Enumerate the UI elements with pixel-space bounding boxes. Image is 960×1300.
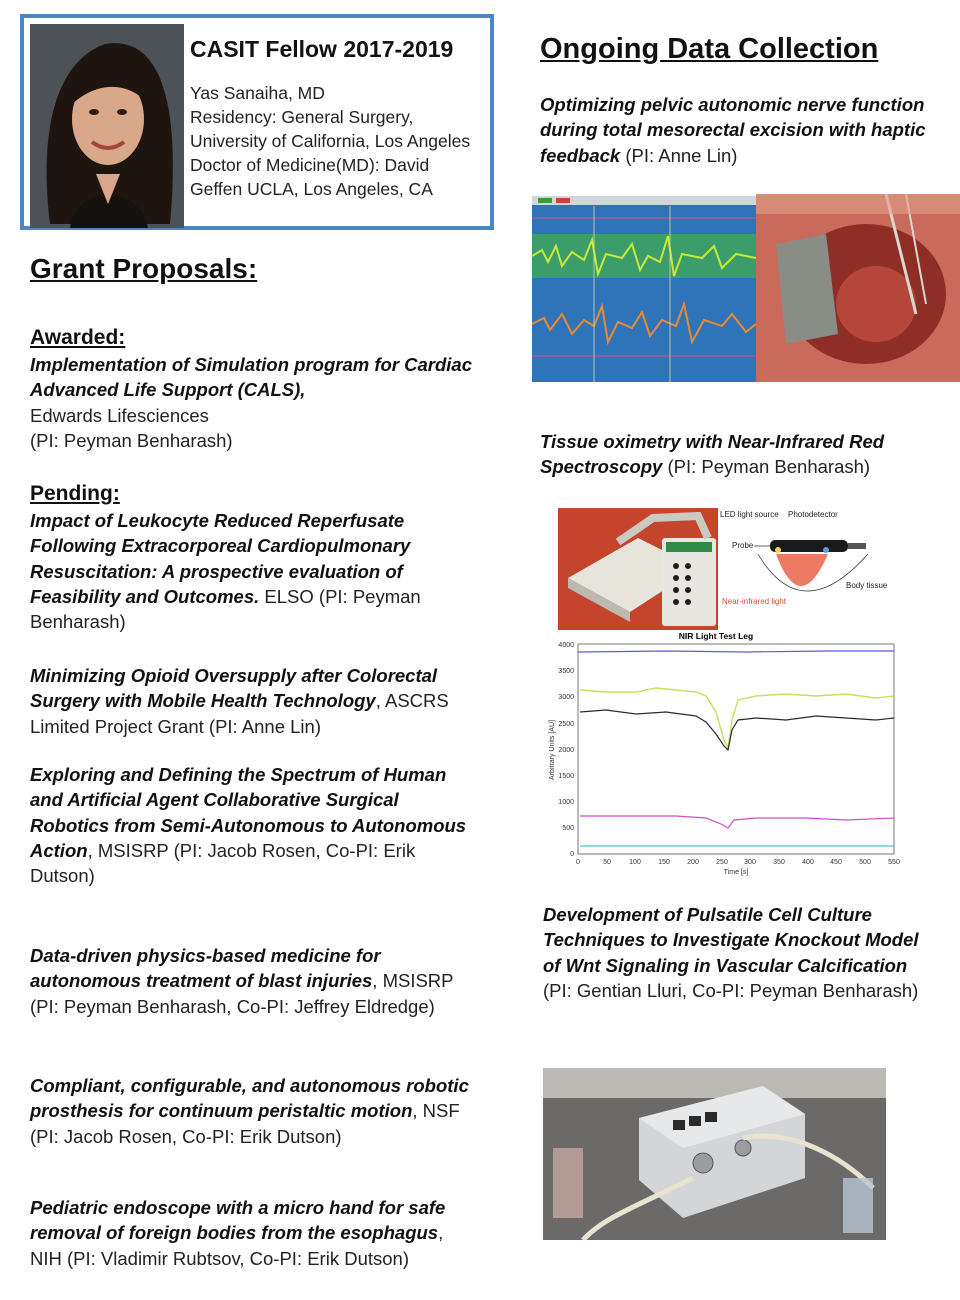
ongoing-project [540, 92, 935, 168]
pending-grant [30, 663, 492, 739]
pending-grant [30, 1195, 475, 1271]
led-source-label: LED light source [720, 510, 779, 519]
photodetector-label: Photodetector [788, 510, 838, 519]
y-tick: 3000 [558, 694, 574, 701]
y-tick: 4000 [558, 642, 574, 649]
x-tick: 550 [888, 859, 900, 866]
pending-grant [30, 508, 480, 634]
grant-pi: (PI: Peyman Benharash) [30, 429, 233, 451]
grant-details: , NIH (PI: Vladimir Rubtsov, Co-PI: Erik Dutson) [30, 1222, 444, 1269]
nir-light-label: Near-infrared light [722, 597, 787, 606]
y-tick: 3500 [558, 668, 574, 675]
probe-diagram-graphic [718, 508, 892, 626]
grant-details: ELSO (PI: Peyman Benharash) [30, 585, 421, 633]
grant-title: Implementation of Simulation program for Cardiac Advanced Life Support (CALS), [30, 354, 472, 401]
grant-details: , MSISRP (PI: Jacob Rosen, Co-PI: Erik Dutson) [30, 839, 416, 887]
pending-grant [30, 943, 482, 1019]
device-graphic [558, 508, 718, 630]
grant-details: , MSISRP (PI: Peyman Benharash, Co-PI: Jeffrey Eldredge) [30, 970, 454, 1017]
ongoing-project [543, 902, 933, 1003]
x-tick: 450 [830, 859, 842, 866]
profile-details [190, 36, 495, 201]
awarded-grant [30, 352, 480, 453]
waveform-graphic [532, 196, 756, 382]
x-tick: 400 [802, 859, 814, 866]
y-tick: 2000 [558, 747, 574, 754]
grant-sponsor: Edwards Lifesciences [30, 404, 209, 426]
profile-name: Yas Sanaiha, MD [190, 83, 325, 103]
surgical-field-photo [756, 194, 960, 382]
awarded-heading: Awarded: [30, 326, 126, 349]
nir-device-photo [558, 508, 718, 630]
x-tick: 300 [744, 859, 756, 866]
pulsatile-device-photo [543, 1068, 886, 1240]
pulsatile-device-graphic [543, 1068, 886, 1240]
project-title: Optimizing pelvic autonomic nerve function during total mesorectal excision with haptic feedback [540, 94, 926, 166]
project-pi: (PI: Gentian Lluri, Co-PI: Peyman Benharash) [543, 979, 919, 1001]
x-tick: 0 [576, 859, 580, 866]
y-axis-label: Arbitrary Units [AU] [549, 720, 556, 780]
ongoing-heading: Ongoing Data Collection [540, 33, 879, 65]
grant-details: , ASCRS Limited Project Grant (PI: Anne Lin) [30, 690, 449, 737]
y-tick: 0 [570, 851, 574, 858]
project-pi: (PI: Peyman Benharash) [662, 456, 871, 478]
grant-title: Compliant, configurable, and autonomous robotic prosthesis for continuum peristaltic motion [30, 1075, 469, 1122]
profile-line: Residency: General Surgery, [190, 107, 414, 127]
x-tick: 250 [716, 859, 728, 866]
project-title: Development of Pulsatile Cell Culture Techniques to Investigate Knockout Model of Wnt Signaling in Vascular Calcification [543, 904, 919, 976]
y-tick: 2500 [558, 721, 574, 728]
x-tick: 200 [687, 859, 699, 866]
profile-title: CASIT Fellow 2017-2019 [190, 36, 454, 62]
x-tick: 100 [629, 859, 641, 866]
person-portrait-image [30, 24, 184, 228]
pending-heading: Pending: [30, 482, 120, 505]
x-axis-label: Time [s] [723, 869, 749, 876]
profile-card [20, 14, 494, 230]
y-tick: 1500 [558, 773, 574, 780]
emg-signal-image [532, 196, 756, 382]
nir-probe-diagram [718, 508, 892, 626]
profile-photo [30, 24, 184, 228]
y-tick: 1000 [558, 799, 574, 806]
nir-chart-svg [546, 630, 902, 878]
ongoing-project [540, 429, 935, 480]
grant-title: Exploring and Defining the Spectrum of Human and Artificial Agent Collaborative Surgical Robotics from Semi-Autonomous to Autonomous Action [30, 764, 467, 861]
chart-title: NIR Light Test Leg [678, 631, 754, 641]
grant-title: Impact of Leukocyte Reduced Reperfusate Following Extracorporeal Cardiopulmonary Resuscitation: A prospective evaluation of Feasibility and Outcomes. [30, 510, 411, 607]
grant-title: Data-driven physics-based medicine for autonomous treatment of blast injuries [30, 945, 381, 992]
grant-title: Pediatric endoscope with a micro hand for safe removal of foreign bodies from the esophagus [30, 1197, 446, 1244]
grant-details: , NSF (PI: Jacob Rosen, Co-PI: Erik Dutson) [30, 1100, 460, 1147]
x-tick: 350 [773, 859, 785, 866]
x-tick: 500 [859, 859, 871, 866]
profile-line: Doctor of Medicine(MD): David [190, 155, 430, 175]
nir-light-chart [546, 630, 902, 878]
x-tick: 150 [658, 859, 670, 866]
profile-line: Geffen UCLA, Los Angeles, CA [190, 179, 433, 199]
pending-grant [30, 1073, 475, 1149]
surgical-photo-graphic [756, 194, 960, 382]
x-tick: 50 [603, 859, 611, 866]
grant-title: Minimizing Opioid Oversupply after Colorectal Surgery with Mobile Health Technology [30, 665, 438, 712]
profile-line: University of California, Los Angeles [190, 131, 471, 151]
y-tick: 500 [562, 825, 574, 832]
body-tissue-label: Body tissue [846, 581, 888, 590]
pending-grant [30, 762, 480, 888]
project-pi: (PI: Anne Lin) [620, 144, 738, 166]
project-title: Tissue oximetry with Near-Infrared Red Spectroscopy [540, 431, 885, 478]
grant-proposals-heading: Grant Proposals: [30, 253, 258, 284]
probe-label: Probe [732, 541, 754, 550]
